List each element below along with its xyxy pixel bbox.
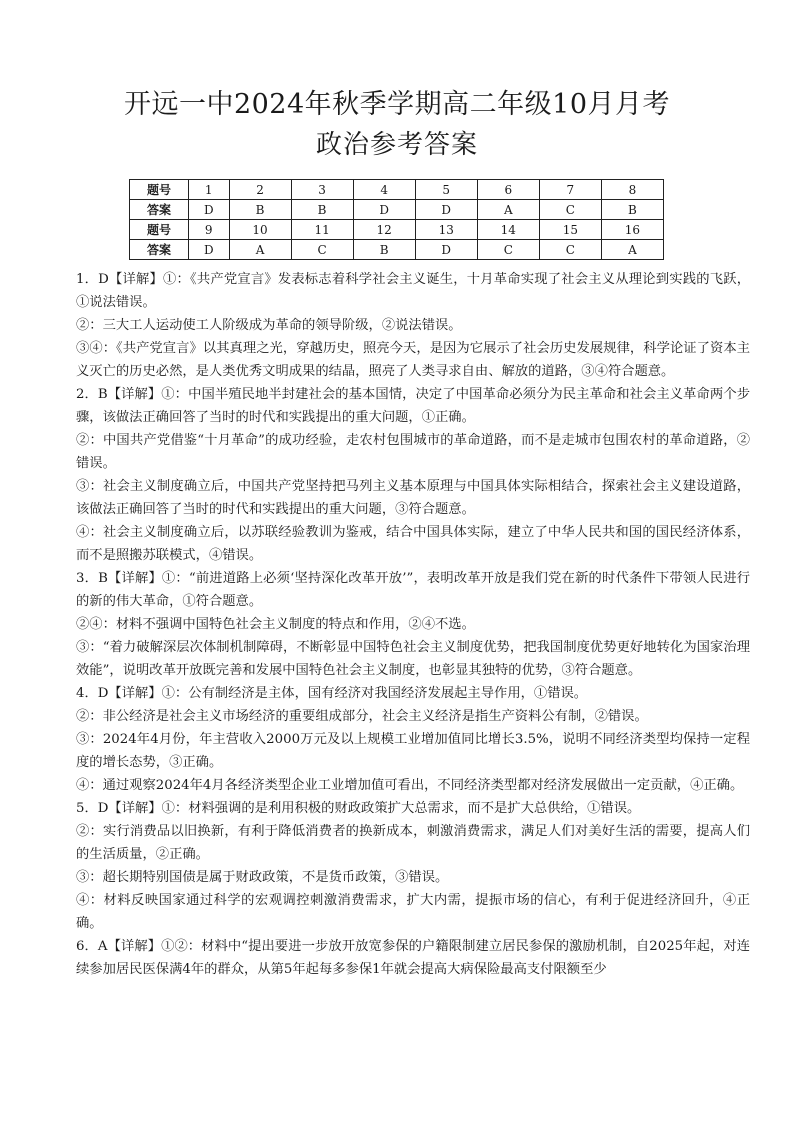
- question-number: 3: [291, 180, 353, 200]
- explanation-paragraph: 1．D【详解】①：《共产党宣言》发表标志着科学社会主义诞生，十月革命实现了社会主义从理论到实践的飞跃，①说法错误。: [76, 272, 750, 310]
- row-label: 答案: [130, 240, 189, 260]
- explanation-paragraph: ④：通过观察2024年4月各经济类型企业工业增加值可看出，不同经济类型都对经济发展做出一定贡献，④正确。: [76, 778, 744, 793]
- explanation-paragraph: ②：三大工人运动使工人阶级成为革命的领导阶级，②说法错误。: [76, 318, 462, 333]
- answer-cell: C: [477, 240, 539, 260]
- explanation-paragraph: ③④：《共产党宣言》以其真理之光，穿越历史，照亮今天，是因为它展示了社会历史发展规律，科学论证了资本主义灭亡的历史必然，是人类优秀文明成果的结晶，照亮了人类寻求自由、解放的道路，③④符合题意。: [76, 341, 750, 379]
- exam-subtitle: 政治参考答案: [315, 130, 478, 160]
- question-number: 13: [415, 220, 477, 240]
- question-number: 2: [229, 180, 291, 200]
- row-label: 题号: [130, 220, 189, 240]
- question-row: [130, 220, 664, 240]
- answer-cell: A: [477, 200, 539, 220]
- question-number: 14: [477, 220, 539, 240]
- answer-row: [130, 200, 664, 220]
- question-number: 6: [477, 180, 539, 200]
- explanation-paragraph: ③：2024年4月份，年主营收入2000万元及以上规模工业增加值同比增长3.5%，说明不同经济类型均保持一定程度的增长态势，③正确。: [76, 732, 750, 770]
- question-number: 15: [539, 220, 601, 240]
- question-number: 11: [291, 220, 353, 240]
- answer-cell: D: [415, 200, 477, 220]
- row-label: 题号: [130, 180, 189, 200]
- answer-cell: C: [291, 240, 353, 260]
- answer-cell: B: [353, 240, 415, 260]
- question-number: 1: [189, 180, 230, 200]
- explanation-paragraph: 3．B【详解】①：“前进道路上必须‘坚持深化改革开放’”，表明改革开放是我们党在新的时代条件下带领人民进行的新的伟大革命，①符合题意。: [76, 571, 750, 609]
- explanation-paragraph: 6．A【详解】①②：材料中“提出要进一步放开放宽参保的户籍限制建立居民参保的激励机制，自2025年起，对连续参加居民医保满4年的群众，从第5年起每多参保1年就会提高大病保险最高支付限额至少: [76, 939, 750, 977]
- explanation-paragraph: ②：中国共产党借鉴“十月革命”的成功经验，走农村包围城市的革命道路，而不是走城市包围农村的革命道路，②错误。: [76, 433, 750, 471]
- answer-cell: C: [539, 240, 601, 260]
- explanation-paragraph: ②：实行消费品以旧换新，有利于降低消费者的换新成本，刺激消费需求，满足人们对美好生活的需要，提高人们的生活质量，②正确。: [76, 824, 750, 862]
- explanation-paragraph: 5．D【详解】①：材料强调的是利用积极的财政政策扩大总需求，而不是扩大总供给，①错误。: [76, 801, 641, 816]
- explanation-paragraph: ④：材料反映国家通过科学的宏观调控刺激消费需求，扩大内需，提振市场的信心，有利于促进经济回升，④正确。: [76, 893, 750, 931]
- answer-cell: D: [189, 200, 230, 220]
- question-number: 7: [539, 180, 601, 200]
- answer-row: [130, 240, 664, 260]
- answer-cell: A: [601, 240, 663, 260]
- explanation-paragraph: 2．B【详解】①：中国半殖民地半封建社会的基本国情，决定了中国革命必须分为民主革命和社会主义革命两个步骤，该做法正确回答了当时的时代和实践提出的重大问题，①正确。: [76, 387, 750, 425]
- question-row: [130, 180, 664, 200]
- answer-cell: A: [229, 240, 291, 260]
- row-label: 答案: [130, 200, 189, 220]
- answer-cell: B: [229, 200, 291, 220]
- explanation-paragraph: ③：“着力破解深层次体制机制障碍，不断彰显中国特色社会主义制度优势，把我国制度优势更好地转化为国家治理效能”，说明改革开放既完善和发展中国特色社会主义制度，也彰显其独特的优势，③符合题意。: [76, 640, 750, 678]
- question-number: 4: [353, 180, 415, 200]
- question-number: 8: [601, 180, 663, 200]
- answer-table: [129, 179, 664, 260]
- explanation-paragraph: ②：非公经济是社会主义市场经济的重要组成部分，社会主义经济是指生产资料公有制，②错误。: [76, 709, 648, 724]
- answer-cell: C: [539, 200, 601, 220]
- question-number: 16: [601, 220, 663, 240]
- answer-cell: D: [189, 240, 230, 260]
- answer-explanations: [76, 268, 750, 981]
- question-number: 12: [353, 220, 415, 240]
- explanation-paragraph: 4．D【详解】①：公有制经济是主体，国有经济对我国经济发展起主导作用，①错误。: [76, 686, 588, 701]
- question-number: 9: [189, 220, 230, 240]
- answer-cell: B: [291, 200, 353, 220]
- question-number: 10: [229, 220, 291, 240]
- explanation-paragraph: ③：社会主义制度确立后，中国共产党坚持把马列主义基本原理与中国具体实际相结合，探索社会主义建设道路，该做法正确回答了当时的时代和实践提出的重大问题，③符合题意。: [76, 479, 750, 517]
- answer-cell: D: [415, 240, 477, 260]
- explanation-paragraph: ④：社会主义制度确立后，以苏联经验教训为鉴戒，结合中国具体实际，建立了中华人民共和国的国民经济体系，而不是照搬苏联模式，④错误。: [76, 525, 750, 563]
- explanation-paragraph: ②④：材料不强调中国特色社会主义制度的特点和作用，②④不选。: [76, 617, 475, 632]
- answer-cell: D: [353, 200, 415, 220]
- explanation-paragraph: ③：超长期特别国债是属于财政政策，不是货币政策，③错误。: [76, 870, 449, 885]
- exam-title: 开远一中2024年秋季学期高二年级10月月考: [123, 89, 671, 120]
- question-number: 5: [415, 180, 477, 200]
- answer-cell: B: [601, 200, 663, 220]
